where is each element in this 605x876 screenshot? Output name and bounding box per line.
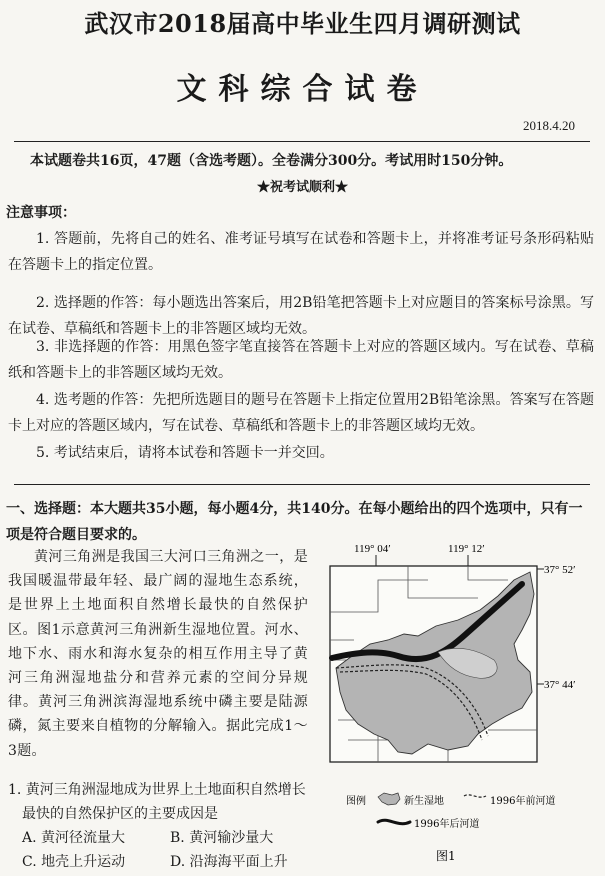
notice-item-1: 1. 答题前，先将自己的姓名、准考证号填写在试卷和答题卡上，并将准考证号条形码粘贴在答题卡上的指定位置。 [8, 231, 594, 273]
legend-new-channel-swatch [378, 820, 410, 823]
figure-caption: 图1 [436, 849, 456, 863]
section-heading: 一、选择题：本大题共35小题，每小题4分，共140分。在每小题给出的四个选项中，只有一项是符合题目要求的。 [6, 501, 583, 543]
section-divider [14, 484, 590, 485]
notice-heading: 注意事项： [6, 205, 76, 221]
option-b: B. 黄河输沙量大 [170, 830, 274, 846]
legend-old-channel-swatch [464, 795, 486, 797]
option-a: A. 黄河径流量大 [22, 830, 126, 846]
header-divider [14, 141, 590, 142]
question-1 [8, 778, 308, 874]
option-d: D. 沿海海平面上升 [170, 854, 288, 870]
legend-wetland-swatch [378, 793, 400, 805]
question-1-stem: 1. 黄河三角洲湿地成为世界上土地面积自然增长最快的自然保护区的主要成因是 [8, 782, 306, 822]
legend-wetland-label: 新生湿地 [404, 796, 444, 807]
lat-label-bottom: 37° 44′ [544, 679, 576, 691]
legend-new-channel-label: 1996年后河道 [414, 819, 480, 830]
lon-label-right: 119° 12′ [448, 543, 485, 555]
good-luck-line: ★祝考试顺利★ [256, 180, 348, 195]
options-row-1 [8, 826, 308, 850]
exam-intro: 本试题卷共16页，47题（含选考题）。全卷满分300分。考试用时150分钟。 [30, 153, 513, 169]
lon-label-left: 119° 04′ [354, 543, 391, 555]
exam-title: 武汉市2018届高中毕业生四月调研测试 [84, 9, 521, 38]
figure-1 [318, 540, 600, 872]
legend-old-channel-label: 1996年前河道 [490, 796, 556, 807]
options-row-2 [8, 850, 308, 874]
option-c: C. 地壳上升运动 [22, 854, 126, 870]
wetland-map [318, 540, 600, 872]
lat-label-top: 37° 52′ [544, 564, 576, 576]
notice-item-3: 3. 非选择题的作答：用黑色签字笔直接答在答题卡上对应的答题区域内。写在试卷、草稿纸和答题卡上的非答题区域均无效。 [8, 339, 594, 381]
exam-date: 2018.4.20 [523, 118, 575, 133]
legend-title: 图例 [346, 796, 366, 807]
exam-subtitle: 文科综合试卷 [176, 72, 429, 107]
notice-item-5: 5. 考试结束后，请将本试卷和答题卡一并交回。 [36, 445, 334, 461]
notice-item-2: 2. 选择题的作答：每小题选出答案后，用2B铅笔把答题卡上对应题目的答案标号涂黑。写在试卷、草稿纸和答题卡上的非答题区域均无效。 [8, 295, 594, 337]
notice-item-4: 4. 选考题的作答：先把所选题目的题号在答题卡上指定位置用2B铅笔涂黑。答案写在答题卡上对应的答题区域内，写在试卷、草稿纸和答题卡上的非答题区域均无效。 [8, 392, 594, 434]
question-passage: 黄河三角洲是我国三大河口三角洲之一，是我国暖温带最年轻、最广阔的湿地生态系统，是世界上土地面积自然增长最快的自然保护区。图1示意黄河三角洲新生湿地位置。河水、地下水、雨水和海水复杂的相互作用主导了黄河三角洲湿地盐分和营养元素的空间分异规律。黄河三角洲滨海湿地系统中磷主要是陆源磷，氮主要来自植物的分解输入。据此完成1～3题。 [8, 549, 308, 759]
